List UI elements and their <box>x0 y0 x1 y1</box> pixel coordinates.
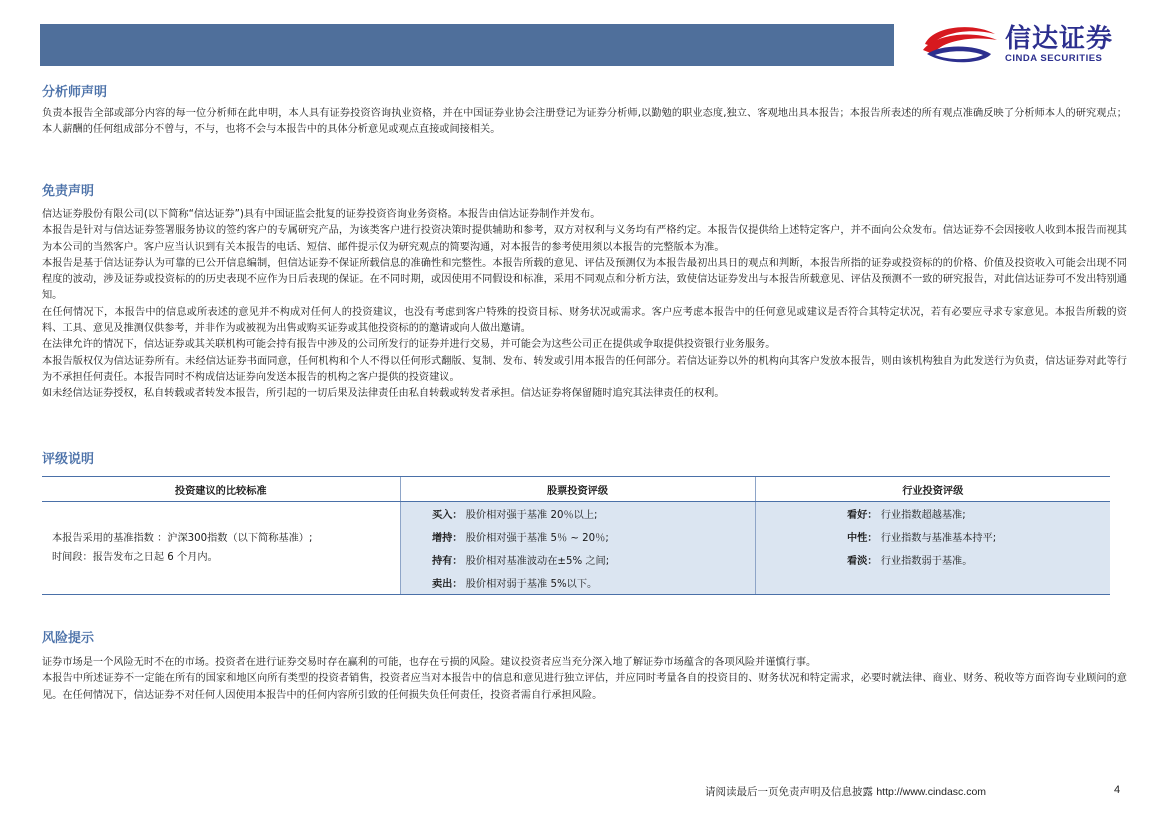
industry-rating-desc: 行业指数弱于基准。 <box>880 556 973 567</box>
disclaimer-paragraph: 本报告版权仅为信达证券所有。未经信达证券书面同意，任何机构和个人不得以任何形式翻版、复制、发布、转发或引用本报告的任何部分。若信达证券以外的机构向其客户发放本报告，则由该机构独自为此发送行为负责，信达证券对此等行为不承担任何责任。本报告同时不构成信达证券向发送本报告的机构之客户提供的投资建议。 <box>42 355 1127 383</box>
industry-rating-name: 看好： <box>846 510 878 521</box>
footer <box>705 784 986 799</box>
stock-rating-desc: 股价相对强于基准 5％ ~ 20％; <box>465 533 609 544</box>
analyst-statement-text <box>42 106 1127 139</box>
stock-rating-cell <box>400 502 755 526</box>
industry-rating-cell <box>755 502 1110 526</box>
benchmark-line: 时间段：报告发布之日起 6 个月内。 <box>52 552 218 563</box>
disclaimer-body <box>42 207 1127 403</box>
industry-rating-name: 看淡： <box>846 556 878 567</box>
stock-rating-desc: 股价相对基准波动在±5% 之间; <box>465 556 610 567</box>
benchmark-cell <box>42 502 400 595</box>
industry-rating-name: 中性： <box>846 533 878 544</box>
stock-rating-cell <box>400 571 755 595</box>
stock-rating-desc: 股价相对强于基准 20％以上; <box>465 510 598 521</box>
disclaimer-paragraph: 如未经信达证券授权，私自转载或者转发本报告，所引起的一切后果及法律责任由私自转载或转发者承担。信达证券将保留随时追究其法律责任的权利。 <box>42 388 725 400</box>
header-industry-rating: 行业投资评级 <box>755 477 1110 502</box>
footer-notice: 请阅读最后一页免责声明及信息披露 <box>705 786 873 798</box>
rating-header-row <box>42 477 1110 502</box>
industry-rating-desc: 行业指数与基准基本持平; <box>880 533 997 544</box>
stock-rating-name: 买入： <box>431 510 463 521</box>
header-benchmark: 投资建议的比较标准 <box>42 477 400 502</box>
benchmark-line: 本报告采用的基准指数 ：沪深300指数（以下简称基准）; <box>52 533 313 544</box>
risk-paragraph: 证券市场是一个风险无时不在的市场。投资者在进行证券交易时存在赢利的可能，也存在亏损的风险。建议投资者应当充分深入地了解证券市场蕴含的各项风险并谨慎行事。 <box>42 657 817 668</box>
disclaimer-paragraph: 本报告是基于信达证券认为可靠的已公开信息编制，但信达证券不保证所载信息的准确性和完整性。本报告所载的意见、评估及预测仅为本报告最初出具日的观点和判断，本报告所指的证券或投资标的的价格、价值及投资收入可能会出现不同程度的波动，涉及证券或投资标的的历史表现不应作为日后表现的保证。在不同时期，或因使用不同假设和标准，采用不同观点和分析方法，致使信达证券发出与本报告所载意见、评估及预测不一致的研究报告，对此信达证券可不发出特别通知。 <box>42 257 1127 302</box>
disclaimer-paragraph: 在法律允许的情况下，信达证券或其关联机构可能会持有报告中涉及的公司所发行的证券并进行交易，并可能会为这些公司正在提供或争取提供投资银行业务服务。 <box>42 339 776 351</box>
stock-rating-name: 持有： <box>431 556 463 567</box>
analyst-statement-paragraph: 负责本报告全部或部分内容的每一位分析师在此申明，本人具有证券投资咨询执业资格，并在中国证券业协会注册登记为证券分析师,以勤勉的职业态度,独立、客观地出具本报告；本报告所表述的所有观点准确反映了分析师本人的研究观点；本人薪酬的任何组成部分不曾与，不与，也将不会与本报告中的具体分析意见或观点直接或间接相关。 <box>42 108 1127 136</box>
industry-rating-cell <box>755 548 1110 571</box>
risk-paragraph: 本报告中所述证券不一定能在所有的国家和地区向所有类型的投资者销售，投资者应当对本报告中的信息和意见进行独立评估，并应同时考量各自的投资目的、财务状况和特定需求，必要时就法律、商业、财务、税收等方面咨询专业顾问的意见。在任何情况下，信达证券不对任何人因使用本报告中的任何内容所引致的任何损失负任何责任，投资者需自行承担风险。 <box>42 673 1127 701</box>
stock-rating-cell <box>400 548 755 571</box>
logo-name-cn: 信达证券 <box>1005 24 1114 54</box>
cinda-logo <box>921 22 1121 68</box>
industry-rating-desc: 行业指数超越基准; <box>880 510 966 521</box>
risk-title: 风险提示 <box>42 631 95 646</box>
analyst-statement-title: 分析师声明 <box>42 85 108 100</box>
header-stock-rating: 股票投资评级 <box>400 477 755 502</box>
disclaimer-title: 免责声明 <box>42 184 95 199</box>
disclaimer-paragraph: 在任何情况下，本报告中的信息或所表述的意见并不构成对任何人的投资建议，也没有考虑到客户特殊的投资目标、财务状况或需求。客户应考虑本报告中的任何意见或建议是否符合其特定状况，若有必要应寻求专家意见。本报告所载的资料、工具、意见及推测仅供参考，并非作为或被视为出售或购买证券或其他投资标的的邀请或向人做出邀请。 <box>42 306 1127 335</box>
header-bar <box>40 24 894 66</box>
stock-rating-desc: 股价相对弱于基准 5%以下。 <box>465 579 598 590</box>
footer-url-link[interactable]: http://www.cindasc.com <box>876 786 987 798</box>
industry-rating-empty-cell <box>755 571 1110 595</box>
industry-rating-cell <box>755 525 1110 548</box>
disclaimer-paragraph: 本报告是针对与信达证券签署服务协议的签约客户的专属研究产品，为该类客户进行投资决策时提供辅助和参考，双方对权利与义务均有严格约定。本报告仅提供给上述特定客户，并不面向公众发布。信达证券不会因接收人收到本报告而视其为本公司的当然客户。客户应当认识到有关本报告的电话、短信、邮件提示仅为研究观点的简要沟通，对本报告的参考使用须以本报告的完整版本为准。 <box>42 225 1127 253</box>
stock-rating-cell <box>400 525 755 548</box>
risk-body <box>42 655 1127 704</box>
rating-table <box>42 476 1110 595</box>
cinda-logo-icon <box>921 24 1001 66</box>
disclaimer-paragraph: 信达证券股份有限公司(以下简称“信达证券”)具有中国证监会批复的证券投资咨询业务资格。本报告由信达证券制作并发布。 <box>42 209 601 220</box>
rating-row <box>42 502 1110 526</box>
stock-rating-name: 增持： <box>431 533 463 544</box>
page-number: 4 <box>1114 784 1121 796</box>
stock-rating-name: 卖出： <box>431 579 463 590</box>
rating-title: 评级说明 <box>42 452 95 467</box>
logo-name-en: CINDA SECURITIES <box>1005 53 1103 64</box>
